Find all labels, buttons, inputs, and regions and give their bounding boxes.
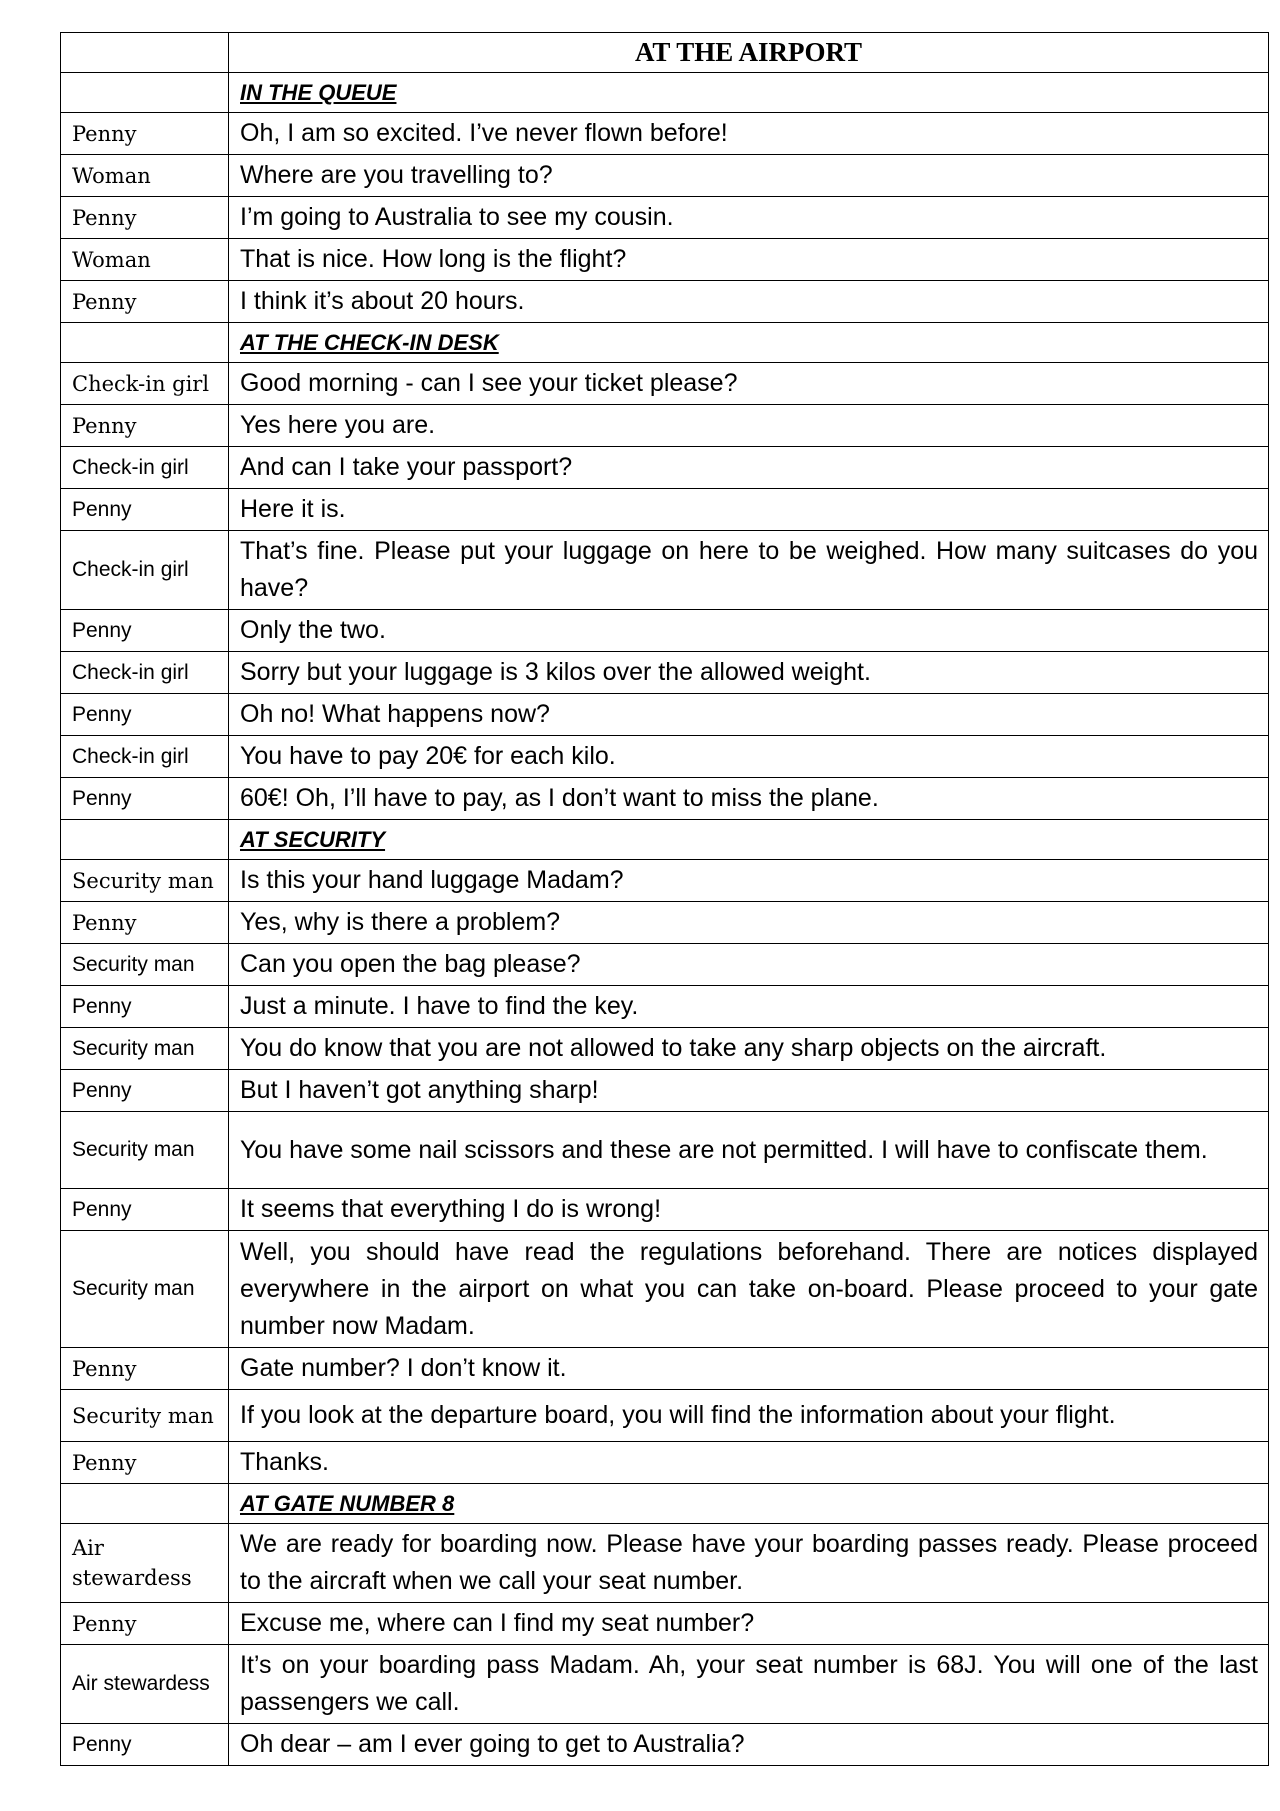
line-cell: Is this your hand luggage Madam? — [229, 860, 1269, 902]
dialogue-row — [61, 489, 1269, 531]
document-title: AT THE AIRPORT — [229, 33, 1269, 73]
line-cell: That is nice. How long is the flight? — [229, 239, 1269, 281]
speaker-cell: Woman — [61, 155, 229, 197]
speaker-cell: Penny — [61, 986, 229, 1028]
dialogue-row — [61, 694, 1269, 736]
speaker-cell: Check-in girl — [61, 736, 229, 778]
line-cell: We are ready for boarding now. Please have your boarding passes ready. Please proceed to the aircraft when we call your seat number. — [229, 1524, 1269, 1603]
dialogue-row — [61, 155, 1269, 197]
speaker-cell: Security man — [61, 860, 229, 902]
speaker-cell: Penny — [61, 197, 229, 239]
dialogue-row — [61, 363, 1269, 405]
line-cell: Just a minute. I have to find the key. — [229, 986, 1269, 1028]
line-cell: Gate number? I don’t know it. — [229, 1348, 1269, 1390]
line-cell: It’s on your boarding pass Madam. Ah, your seat number is 68J. You will one of the last passengers we call. — [229, 1645, 1269, 1724]
section-heading-check-in-desk: AT THE CHECK-IN DESK — [229, 323, 1269, 363]
line-cell: That’s fine. Please put your luggage on here to be weighed. How many suitcases do you have? — [229, 531, 1269, 610]
dialogue-row — [61, 1231, 1269, 1348]
line-cell: And can I take your passport? — [229, 447, 1269, 489]
speaker-cell: Security man — [61, 944, 229, 986]
line-cell: Oh, I am so excited. I’ve never flown before! — [229, 113, 1269, 155]
line-cell: Yes here you are. — [229, 405, 1269, 447]
dialogue-row — [61, 860, 1269, 902]
section-empty-cell — [61, 323, 229, 363]
dialogue-row — [61, 239, 1269, 281]
section-heading-security: AT SECURITY — [229, 820, 1269, 860]
speaker-cell: Penny — [61, 610, 229, 652]
document-page — [60, 32, 1268, 1766]
dialogue-row — [61, 736, 1269, 778]
speaker-cell: Penny — [61, 281, 229, 323]
section-heading-row — [61, 323, 1269, 363]
line-cell: Yes, why is there a problem? — [229, 902, 1269, 944]
section-empty-cell — [61, 73, 229, 113]
speaker-cell: Penny — [61, 1348, 229, 1390]
dialogue-row — [61, 1189, 1269, 1231]
dialogue-row — [61, 405, 1269, 447]
dialogue-row — [61, 1348, 1269, 1390]
line-cell: 60€! Oh, I’ll have to pay, as I don’t want to miss the plane. — [229, 778, 1269, 820]
line-cell: I think it’s about 20 hours. — [229, 281, 1269, 323]
speaker-cell: Check-in girl — [61, 363, 229, 405]
line-cell: I’m going to Australia to see my cousin. — [229, 197, 1269, 239]
section-heading-in-the-queue: IN THE QUEUE — [229, 73, 1269, 113]
line-cell: Can you open the bag please? — [229, 944, 1269, 986]
dialogue-row — [61, 1028, 1269, 1070]
dialogue-row — [61, 1442, 1269, 1484]
speaker-cell: Penny — [61, 1724, 229, 1766]
line-cell: Thanks. — [229, 1442, 1269, 1484]
dialogue-row — [61, 902, 1269, 944]
speaker-cell: Penny — [61, 902, 229, 944]
dialogue-row — [61, 778, 1269, 820]
line-cell: You have some nail scissors and these are not permitted. I will have to confiscate them. — [229, 1112, 1269, 1189]
line-cell: Oh no! What happens now? — [229, 694, 1269, 736]
dialogue-row — [61, 1112, 1269, 1189]
speaker-cell: Air stewardess — [61, 1524, 229, 1603]
section-heading-row — [61, 1484, 1269, 1524]
line-cell: You do know that you are not allowed to take any sharp objects on the aircraft. — [229, 1028, 1269, 1070]
dialogue-row — [61, 1070, 1269, 1112]
speaker-cell: Security man — [61, 1028, 229, 1070]
dialogue-row — [61, 447, 1269, 489]
dialogue-row — [61, 1724, 1269, 1766]
line-cell: Sorry but your luggage is 3 kilos over the allowed weight. — [229, 652, 1269, 694]
speaker-cell: Penny — [61, 1070, 229, 1112]
speaker-cell: Penny — [61, 1442, 229, 1484]
speaker-cell: Woman — [61, 239, 229, 281]
speaker-cell: Penny — [61, 1189, 229, 1231]
dialogue-row — [61, 610, 1269, 652]
speaker-cell: Air stewardess — [61, 1645, 229, 1724]
line-cell: Good morning - can I see your ticket please? — [229, 363, 1269, 405]
section-empty-cell — [61, 1484, 229, 1524]
speaker-cell: Security man — [61, 1112, 229, 1189]
dialogue-row — [61, 1645, 1269, 1724]
dialogue-table — [60, 32, 1269, 1766]
section-empty-cell — [61, 820, 229, 860]
dialogue-row — [61, 281, 1269, 323]
line-cell: But I haven’t got anything sharp! — [229, 1070, 1269, 1112]
speaker-cell: Security man — [61, 1231, 229, 1348]
dialogue-row — [61, 1524, 1269, 1603]
speaker-cell: Penny — [61, 489, 229, 531]
line-cell: You have to pay 20€ for each kilo. — [229, 736, 1269, 778]
speaker-cell: Penny — [61, 694, 229, 736]
speaker-cell: Check-in girl — [61, 447, 229, 489]
speaker-cell: Check-in girl — [61, 652, 229, 694]
dialogue-row — [61, 944, 1269, 986]
line-cell: If you look at the departure board, you will find the information about your flight. — [229, 1390, 1269, 1442]
speaker-cell: Penny — [61, 1603, 229, 1645]
line-cell: It seems that everything I do is wrong! — [229, 1189, 1269, 1231]
title-row — [61, 33, 1269, 73]
dialogue-row — [61, 197, 1269, 239]
speaker-cell: Penny — [61, 113, 229, 155]
speaker-cell: Check-in girl — [61, 531, 229, 610]
dialogue-row — [61, 531, 1269, 610]
line-cell: Where are you travelling to? — [229, 155, 1269, 197]
dialogue-row — [61, 1390, 1269, 1442]
dialogue-row — [61, 113, 1269, 155]
dialogue-row — [61, 652, 1269, 694]
dialogue-row — [61, 1603, 1269, 1645]
title-empty-cell — [61, 33, 229, 73]
speaker-cell: Penny — [61, 405, 229, 447]
speaker-cell: Security man — [61, 1390, 229, 1442]
line-cell: Only the two. — [229, 610, 1269, 652]
section-heading-gate: AT GATE NUMBER 8 — [229, 1484, 1269, 1524]
line-cell: Well, you should have read the regulations beforehand. There are notices displayed everywhere in the airport on what you can take on-board. Please proceed to your gate number now Madam. — [229, 1231, 1269, 1348]
line-cell: Excuse me, where can I find my seat number? — [229, 1603, 1269, 1645]
section-heading-row — [61, 820, 1269, 860]
section-heading-row — [61, 73, 1269, 113]
dialogue-row — [61, 986, 1269, 1028]
speaker-cell: Penny — [61, 778, 229, 820]
line-cell: Oh dear – am I ever going to get to Australia? — [229, 1724, 1269, 1766]
line-cell: Here it is. — [229, 489, 1269, 531]
